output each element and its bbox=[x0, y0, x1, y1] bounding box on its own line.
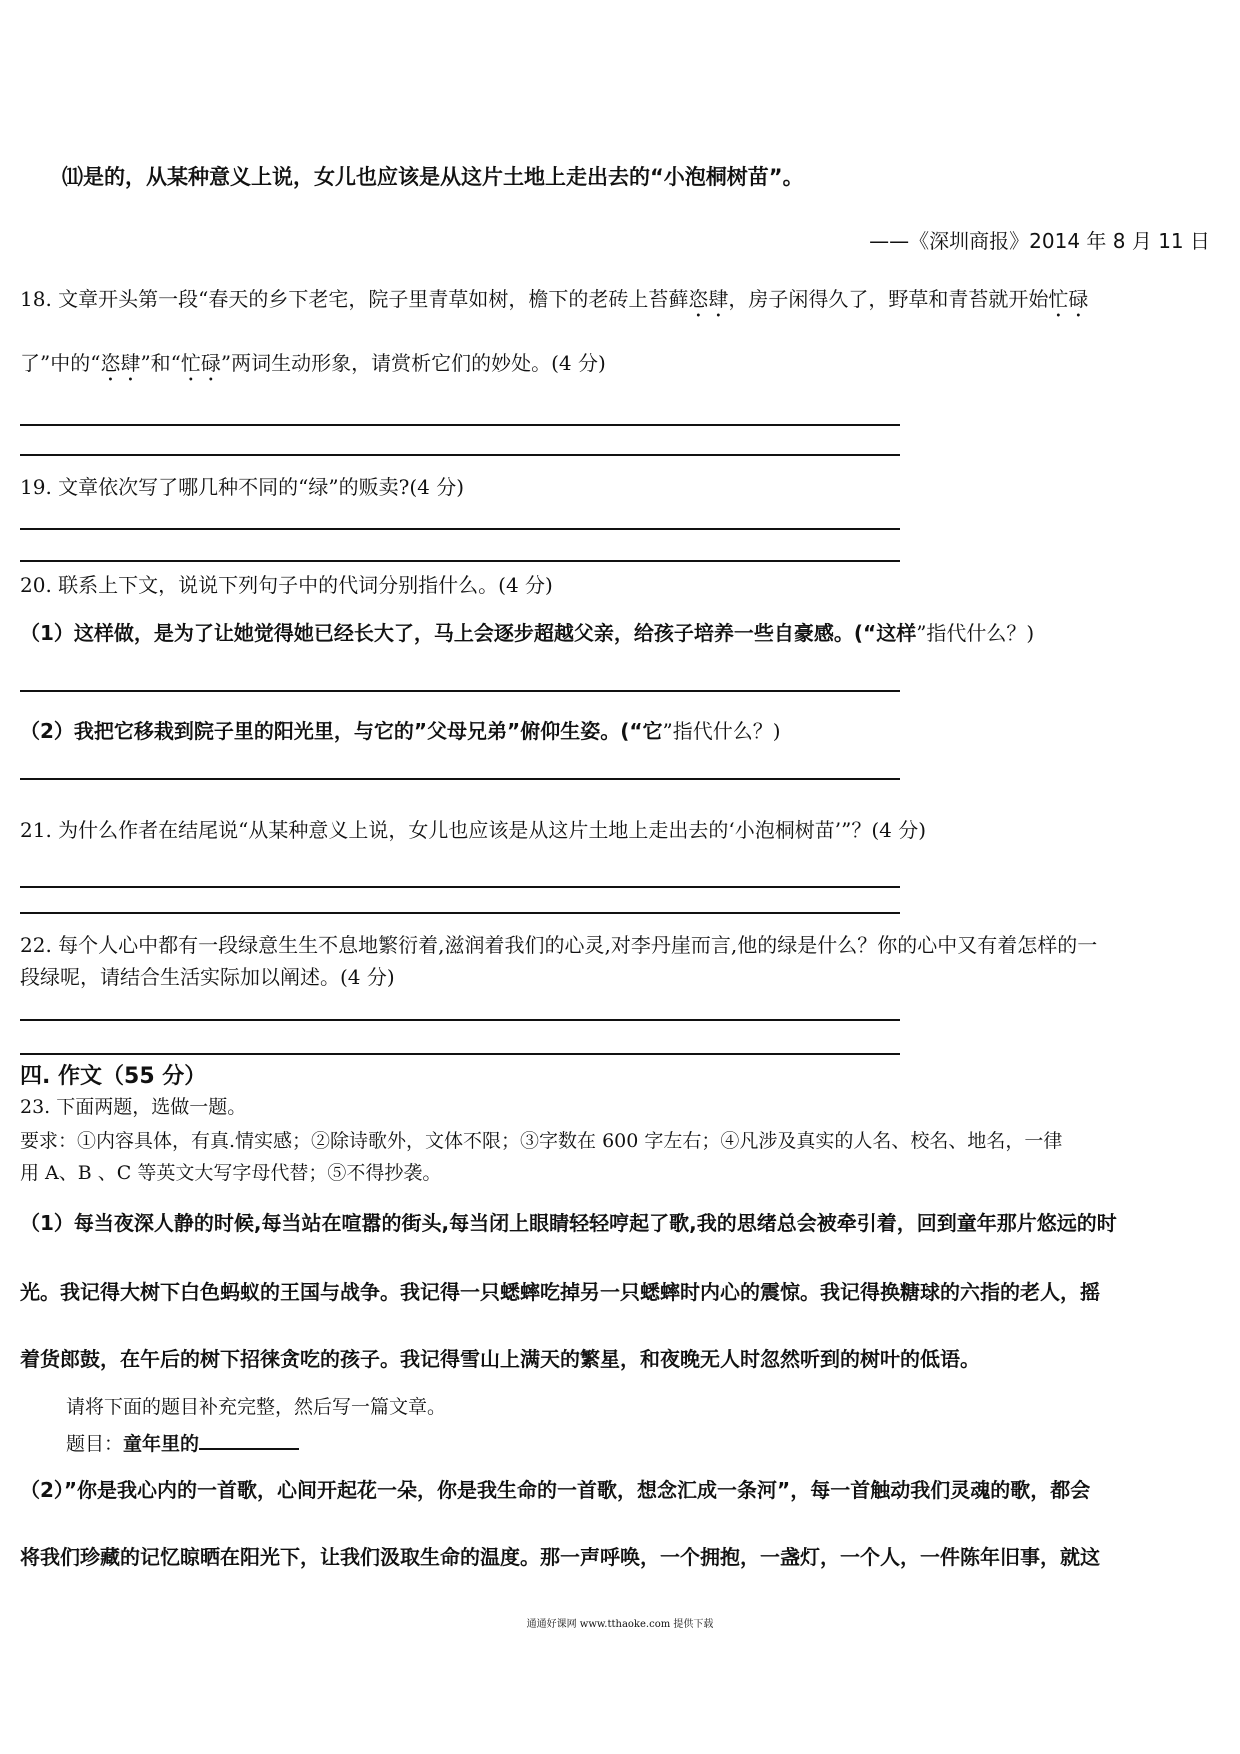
title-prompt bbox=[66, 1426, 299, 1457]
q18-text: 了”中的“ bbox=[20, 351, 101, 375]
option1-line2: 光。我记得大树下白色蚂蚁的王国与战争。我记得一只蟋蟀吃掉另一只蟋蟀时内心的震惊。我记得换糖球的六指的老人，摇 bbox=[20, 1280, 1100, 1304]
answer-line[interactable] bbox=[20, 424, 900, 426]
answer-line[interactable] bbox=[20, 454, 900, 456]
q18-text: ”和“ bbox=[140, 351, 181, 375]
option2-line2: 将我们珍藏的记忆晾晒在阳光下，让我们汲取生命的温度。那一声呼唤，一个拥抱，一盏灯，一个人，一件陈年旧事，就这 bbox=[20, 1545, 1100, 1569]
passage-source: ——《深圳商报》2014 年 8 月 11 日 bbox=[869, 229, 1210, 253]
q20-sub2-text: （2）我把它移栽到院子里的阳光里，与它的”父母兄弟”俯仰生姿。(“ bbox=[20, 719, 643, 743]
answer-line[interactable] bbox=[20, 690, 900, 692]
q18-line2 bbox=[20, 350, 606, 386]
q20-sub1-pronoun: 这样 bbox=[876, 621, 917, 645]
title-prefix: 童年里的 bbox=[123, 1433, 200, 1455]
answer-line[interactable] bbox=[20, 912, 900, 914]
q20-sub1 bbox=[20, 620, 1034, 646]
passage-last-paragraph: ⑾是的，从某种意义上说，女儿也应该是从这片土地上走出去的“小泡桐树苗”。 bbox=[62, 165, 804, 189]
q21-text: 21. 为什么作者在结尾说“从某种意义上说，女儿也应该是从这片土地上走出去的‘小泡桐树苗’”？(4 分) bbox=[20, 818, 927, 842]
title-blank[interactable] bbox=[199, 1426, 299, 1450]
q20-sub1-text: （1）这样做，是为了让她觉得她已经长大了，马上会逐步超越父亲，给孩子培养一些自豪感。(“ bbox=[20, 621, 877, 645]
q20-sub2-text: ”指代什么？) bbox=[662, 719, 781, 743]
answer-line[interactable] bbox=[20, 560, 900, 562]
answer-line[interactable] bbox=[20, 886, 900, 888]
q18-text: ，房子闲得久了，野草和青苔就开始 bbox=[728, 287, 1049, 311]
q18-emphasis-word: 恣肆 bbox=[688, 287, 729, 311]
option2-line1: （2）”你是我心内的一首歌，心间开起花一朵，你是我生命的一首歌，想念汇成一条河”，每一首触动我们灵魂的歌，都会 bbox=[20, 1478, 1091, 1502]
q20-text: 20. 联系上下文，说说下列句子中的代词分别指什么。(4 分) bbox=[20, 573, 553, 597]
q18-text: ”两词生动形象，请赏析它们的妙处。(4 分) bbox=[220, 351, 606, 375]
q20-sub1-text: ”指代什么？) bbox=[916, 621, 1035, 645]
section-heading: 四. 作文（55 分） bbox=[20, 1064, 207, 1089]
option1-line3: 着货郎鼓，在午后的树下招徕贪吃的孩子。我记得雪山上满天的繁星，和夜晚无人时忽然听到的树叶的低语。 bbox=[20, 1347, 980, 1371]
q23-text: 23. 下面两题，选做一题。 bbox=[20, 1096, 247, 1118]
answer-line[interactable] bbox=[20, 1053, 900, 1055]
option1-line1: （1）每当夜深人静的时候,每当站在喧嚣的街头,每当闭上眼睛轻轻哼起了歌,我的思绪总会被牵引着，回到童年那片悠远的时 bbox=[20, 1211, 1117, 1235]
footer-text: 通通好课网 www.tthaoke.com 提供下载 bbox=[526, 1619, 714, 1630]
q23-requirements-line2: 用 A、B 、C 等英文大写字母代替；⑤不得抄袭。 bbox=[20, 1162, 442, 1184]
answer-line[interactable] bbox=[20, 1019, 900, 1021]
q18-text: 18. 文章开头第一段“春天的乡下老宅，院子里青草如树，檐下的老砖上苔藓 bbox=[20, 287, 689, 311]
q18-emphasis-word: 忙碌 bbox=[1048, 287, 1089, 311]
q18-emphasis-word: 忙碌 bbox=[180, 351, 221, 375]
title-label: 题目： bbox=[66, 1433, 124, 1455]
q20-sub2-pronoun: 它 bbox=[642, 719, 663, 743]
answer-line[interactable] bbox=[20, 528, 900, 530]
q22-line2: 段绿呢，请结合生活实际加以阐述。(4 分) bbox=[20, 965, 395, 989]
q22-line1: 22. 每个人心中都有一段绿意生生不息地繁衍着,滋润着我们的心灵,对李丹崖而言,他的绿是什么？你的心中又有着怎样的一 bbox=[20, 933, 1098, 957]
q18-line1 bbox=[20, 286, 1088, 322]
q18-emphasis-word: 恣肆 bbox=[100, 351, 141, 375]
q20-sub2 bbox=[20, 718, 781, 744]
instruction-text: 请将下面的题目补充完整，然后写一篇文章。 bbox=[66, 1396, 447, 1418]
answer-line[interactable] bbox=[20, 778, 900, 780]
q23-requirements-line1: 要求：①内容具体，有真.情实感；②除诗歌外，文体不限；③字数在 600 字左右；④凡涉及真实的人名、校名、地名，一律 bbox=[20, 1130, 1063, 1152]
q19-text: 19. 文章依次写了哪几种不同的“绿”的贩卖?(4 分) bbox=[20, 475, 465, 499]
